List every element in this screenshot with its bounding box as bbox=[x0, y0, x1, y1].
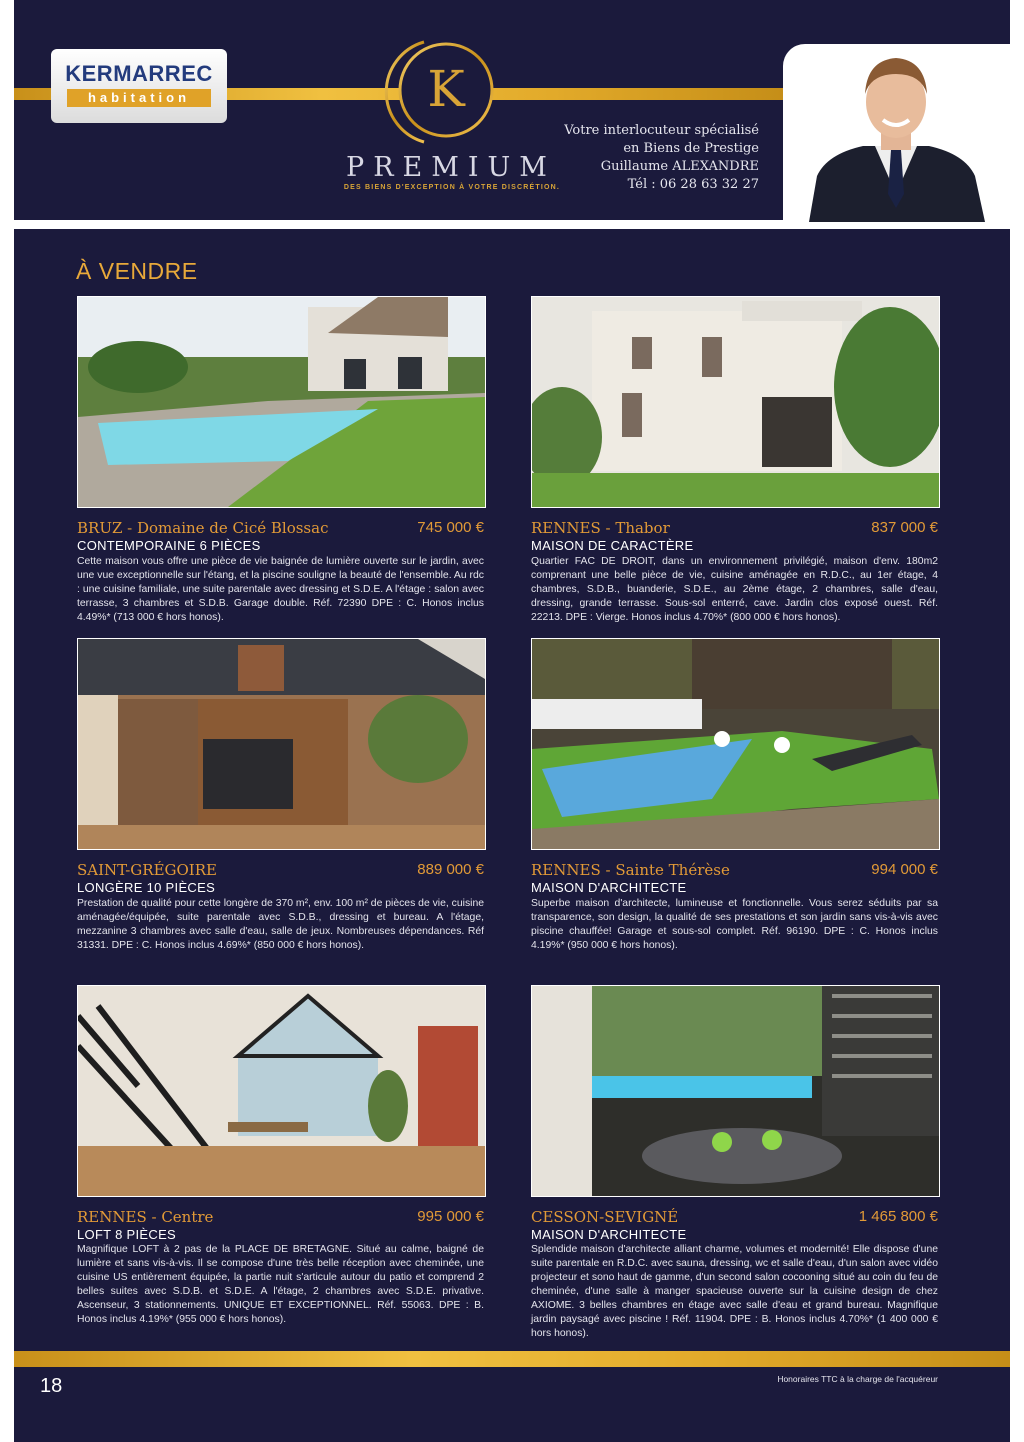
listing-description: Superbe maison d'architecte, lumineuse et fonctionnelle. Vous serez séduits par sa transparence, son design, la qualité de ses prestations et son jardin sans vis-à-vis avec piscine chauffée! Garage et sous-sol complet. Réf. 96190. DPE : C. Honos inclus 4.19%* (950 000 € hors honos). bbox=[531, 898, 938, 951]
premium-tagline: DES BIENS D'EXCEPTION À VOTRE DISCRÉTION. bbox=[343, 184, 561, 191]
contact-line: Votre interlocuteur spécialisé bbox=[564, 123, 759, 138]
listing-price: 994 000 € bbox=[871, 861, 938, 878]
logo-brand-sub: habitation bbox=[67, 89, 211, 107]
listing-price: 889 000 € bbox=[417, 861, 484, 878]
listing-location: SAINT-GRÉGOIRE bbox=[77, 861, 217, 879]
listing-type: MAISON D'ARCHITECTE bbox=[531, 1227, 687, 1242]
listing-photo bbox=[77, 296, 486, 508]
pool-terrace-photo-icon bbox=[532, 639, 939, 849]
listing-location: RENNES - Centre bbox=[77, 1208, 214, 1226]
listing-description: Quartier FAC DE DROIT, dans un environnement privilégié, maison d'env. 180m2 comprenant une belle pièce de vie, cuisine aménagée en R.D.C., au 1er étage, 4 chambres, S.D.B., buanderie, S.D.E., au 2ème étage, 2 chambres, salle d'eau, dressing, grande terrasse. Sous-sol enterré, cave. Jardin clos exposé ouest. Réf. 22213. DPE : Vierge. Honos inclus 4.70%* (800 000 € hors honos). bbox=[531, 556, 938, 623]
stone-house-photo-icon bbox=[78, 639, 485, 849]
listing-type: MAISON D'ARCHITECTE bbox=[531, 880, 687, 895]
listing-type: MAISON DE CARACTÈRE bbox=[531, 538, 694, 553]
listing-location: CESSON-SEVIGNÉ bbox=[531, 1208, 679, 1226]
premium-word: PREMIUM bbox=[346, 152, 556, 183]
contact-line: Guillaume ALEXANDRE bbox=[600, 159, 759, 174]
listing-type: CONTEMPORAINE 6 PIÈCES bbox=[77, 538, 261, 553]
kermarrec-logo bbox=[51, 49, 227, 123]
listing-price: 1 465 800 € bbox=[858, 1208, 938, 1225]
page-number: 18 bbox=[40, 1375, 63, 1397]
listing-description: Cette maison vous offre une pièce de vie baignée de lumière ouverte sur le jardin, avec une vue exceptionnelle sur l'étang, et la piscine souligne la beauté de l'ensemble. Au rdc : une cuisine familiale, une suite parentale avec dressing et S.D.E. A l'étage : salon avec terrasse, 3 chambres et S.D.B. Garage double. Réf. 72390 DPE : C. Honos inclus 4.49%* (713 000 € hors honos). bbox=[77, 556, 484, 623]
listing-type: LONGÈRE 10 PIÈCES bbox=[77, 880, 216, 895]
listing-photo bbox=[531, 296, 940, 508]
house-facade-photo-icon bbox=[532, 297, 939, 507]
logo-brand-name: KERMARREC bbox=[65, 61, 213, 86]
terrace-pool-photo-icon bbox=[532, 986, 939, 1196]
listing-description: Magnifique LOFT à 2 pas de la PLACE DE BRETAGNE. Situé au calme, baigné de lumière et sans vis-à-vis. Il se compose d'une très belle réception avec cheminée, une cuisine US entièrement équipée, la partie nuit s'articule autour du patio et comprend 2 belles suites avec S.D.B. et S.D.E. A l'étage, 2 chambres avec S.D.E. privative. Ascenseur, 3 stationnements. UNIQUE ET EXCEPTIONNEL. Réf. 55063. DPE : B. Honos inclus 4.19%* (955 000 € hors honos). bbox=[77, 1244, 484, 1325]
listing-photo bbox=[77, 638, 486, 850]
loft-interior-photo-icon bbox=[78, 986, 485, 1196]
listing-photo bbox=[531, 985, 940, 1197]
listing-price: 745 000 € bbox=[417, 519, 484, 536]
listing-price: 837 000 € bbox=[871, 519, 938, 536]
listing-photo bbox=[77, 985, 486, 1197]
listing-type: LOFT 8 PIÈCES bbox=[77, 1227, 177, 1242]
listing-location: BRUZ - Domaine de Cicé Blossac bbox=[77, 519, 329, 537]
section-title: À VENDRE bbox=[76, 258, 198, 284]
contact-line: en Biens de Prestige bbox=[623, 141, 759, 156]
listing-price: 995 000 € bbox=[417, 1208, 484, 1225]
agent-photo bbox=[783, 44, 1010, 224]
footer-gold-band bbox=[14, 1351, 1010, 1367]
listing-description: Prestation de qualité pour cette longère de 370 m², env. 100 m² de pièces de vie, cuisine aménagée/équipée, suite parentale avec S.D.B., dressing et bureau. A l'étage, mezzanine 3 chambres avec salle d'eau, salle de jeux. Nombreuses dépendances. Réf 31331. DPE : C. Honos inclus 4.69%* (850 000 € hors honos). bbox=[77, 898, 485, 951]
listing-location: RENNES - Sainte Thérèse bbox=[531, 861, 730, 879]
fees-note: Honoraires TTC à la charge de l'acquéreur bbox=[777, 1374, 938, 1384]
listing-location: RENNES - Thabor bbox=[531, 519, 670, 537]
agent-contact bbox=[560, 122, 759, 194]
listing-description: Splendide maison d'architecte alliant charme, volumes et modernité! Elle dispose d'une suite parentale en R.D.C. avec sauna, dressing, wc et salle d'eau, d'un salon avec vidéo projecteur et sono haut de gamme, d'un second salon cocooning situé au coin du feu de cheminée, d'une salle à manger spacieuse ouverte sur la cuisine design de chez AXIOME. 3 belles chambres en étage avec salle d'eau et grand bureau. Magnifique jardin paysagé avec piscine ! Réf. 11904. DPE : B. Honos inclus 4.70%* (1 400 000 € hors honos). bbox=[531, 1244, 938, 1339]
contact-phone: Tél : 06 28 63 32 27 bbox=[627, 177, 759, 192]
agent-portrait-icon bbox=[783, 44, 1010, 224]
premium-letter: K bbox=[427, 60, 465, 118]
house-pool-photo-icon bbox=[78, 297, 485, 507]
listing-photo bbox=[531, 638, 940, 850]
